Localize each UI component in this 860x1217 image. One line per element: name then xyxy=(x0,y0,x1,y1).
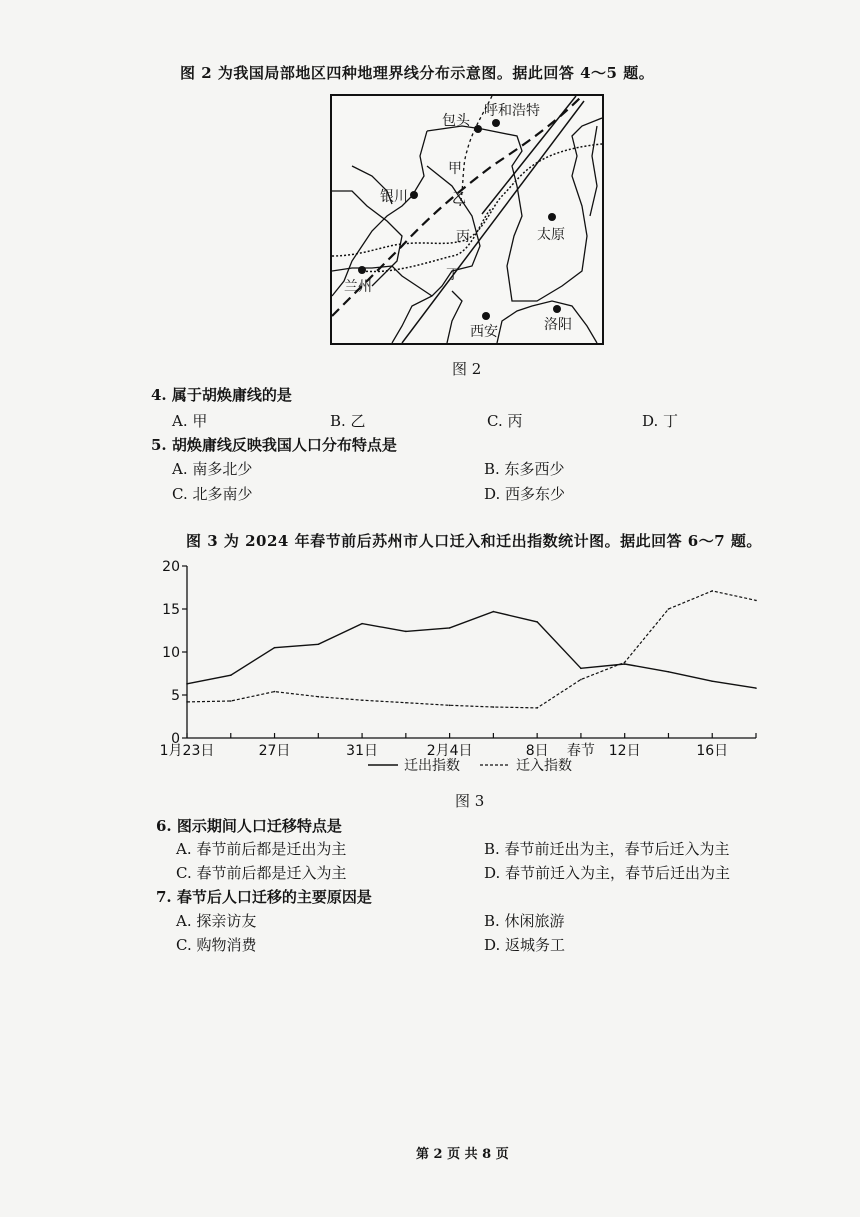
map-caption: 图 2 xyxy=(452,360,482,378)
legend-label-in: 迁入指数 xyxy=(516,758,572,774)
data-point xyxy=(624,663,626,665)
map-lines xyxy=(332,96,602,343)
page-number: 第 2 页 共 8 页 xyxy=(416,1147,509,1162)
q4-option-d: D. 丁 xyxy=(642,412,679,430)
city-dot-yinchuan xyxy=(410,191,418,199)
legend-label-out: 迁出指数 xyxy=(404,758,460,774)
label-yinchuan: 银川 xyxy=(380,189,408,205)
data-point xyxy=(536,707,538,709)
label-bing: 丙 xyxy=(456,229,470,245)
data-point xyxy=(274,647,276,649)
data-point xyxy=(668,671,670,673)
chart-svg xyxy=(150,556,770,784)
series-line-out xyxy=(187,612,756,689)
q4-option-b: B. 乙 xyxy=(330,412,366,430)
data-point xyxy=(493,611,495,613)
label-yi: 乙 xyxy=(452,191,466,207)
data-point xyxy=(405,631,407,633)
label-luoyang: 洛阳 xyxy=(544,317,572,333)
q6-stem: 6. 图示期间人口迁移特点是 xyxy=(156,817,342,835)
q7-option-c: C. 购物消费 xyxy=(176,936,257,954)
data-point xyxy=(580,679,582,681)
data-point xyxy=(493,706,495,708)
q4-stem: 4. 属于胡焕庸线的是 xyxy=(151,386,292,404)
city-dot-lanzhou xyxy=(358,266,366,274)
y-tick-label: 5 xyxy=(171,688,180,704)
data-point xyxy=(274,691,276,693)
data-point xyxy=(318,643,320,645)
data-point xyxy=(711,680,713,682)
data-point xyxy=(186,701,188,703)
label-ding: 丁 xyxy=(446,267,460,283)
data-point xyxy=(536,621,538,623)
y-tick-label: 10 xyxy=(162,645,180,661)
data-point xyxy=(361,623,363,625)
label-lanzhou: 兰州 xyxy=(344,279,372,295)
boundary-map xyxy=(330,94,604,345)
x-tick-label: 16日 xyxy=(696,743,729,759)
data-point xyxy=(755,687,757,689)
x-tick-label: 31日 xyxy=(346,743,378,759)
chart-caption: 图 3 xyxy=(455,792,485,810)
data-point xyxy=(449,705,451,707)
label-xian: 西安 xyxy=(470,324,498,340)
data-point xyxy=(361,699,363,701)
city-dot-baotou xyxy=(474,125,482,133)
q5-stem: 5. 胡焕庸线反映我国人口分布特点是 xyxy=(151,436,397,454)
x-tick-label: 2月4日 xyxy=(426,743,473,759)
province-border-8 xyxy=(447,291,462,343)
q7-option-a: A. 探亲访友 xyxy=(176,912,257,930)
q5-option-d: D. 西多东少 xyxy=(484,485,566,503)
city-dot-xian xyxy=(482,312,490,320)
q5-option-b: B. 东多西少 xyxy=(484,460,565,478)
province-border-9 xyxy=(590,126,597,216)
label-hohhot: 呼和浩特 xyxy=(484,103,540,119)
data-point xyxy=(668,608,670,610)
q7-stem: 7. 春节后人口迁移的主要原因是 xyxy=(156,888,372,906)
data-point xyxy=(405,702,407,704)
data-point xyxy=(186,683,188,685)
label-jia: 甲 xyxy=(448,161,462,177)
data-point xyxy=(230,700,232,702)
data-point xyxy=(755,600,757,602)
x-tick-label: 27日 xyxy=(258,743,291,759)
q4-option-a: A. 甲 xyxy=(172,412,208,430)
city-dot-hohhot xyxy=(492,119,500,127)
data-point xyxy=(318,696,320,698)
map-intro: 图 2 为我国局部地区四种地理界线分布示意图。据此回答 4～5 题。 xyxy=(180,64,655,82)
data-point xyxy=(230,674,232,676)
q6-option-c: C. 春节前后都是迁入为主 xyxy=(176,864,347,882)
label-baotou: 包头 xyxy=(442,113,470,129)
x-tick-label: 1月23日 xyxy=(159,743,215,759)
y-tick-label: 20 xyxy=(162,559,180,575)
data-point xyxy=(711,590,713,592)
label-taiyuan: 太原 xyxy=(537,227,565,243)
x-tick-label: 12日 xyxy=(608,743,641,759)
x-tick-label: 春节 xyxy=(566,743,595,759)
data-point xyxy=(624,662,626,664)
y-tick-label: 0 xyxy=(171,731,180,747)
q7-option-b: B. 休闲旅游 xyxy=(484,912,565,930)
q5-option-a: A. 南多北少 xyxy=(172,460,253,478)
y-tick-label: 15 xyxy=(162,602,180,618)
x-tick-label: 8日 xyxy=(525,743,549,759)
migration-chart xyxy=(150,556,770,784)
q7-option-d: D. 返城务工 xyxy=(484,936,566,954)
q5-option-c: C. 北多南少 xyxy=(172,485,253,503)
city-dot-taiyuan xyxy=(548,213,556,221)
q6-option-b: B. 春节前迁出为主，春节后迁入为主 xyxy=(484,840,730,858)
data-point xyxy=(580,668,582,670)
q4-option-c: C. 丙 xyxy=(487,412,523,430)
chart-intro: 图 3 为 2024 年春节前后苏州市人口迁入和迁出指数统计图。据此回答 6～7 题。 xyxy=(186,532,762,550)
q6-option-d: D. 春节前迁入为主，春节后迁出为主 xyxy=(484,864,731,882)
data-point xyxy=(449,627,451,629)
q6-option-a: A. 春节前后都是迁出为主 xyxy=(176,840,347,858)
city-dot-luoyang xyxy=(553,305,561,313)
